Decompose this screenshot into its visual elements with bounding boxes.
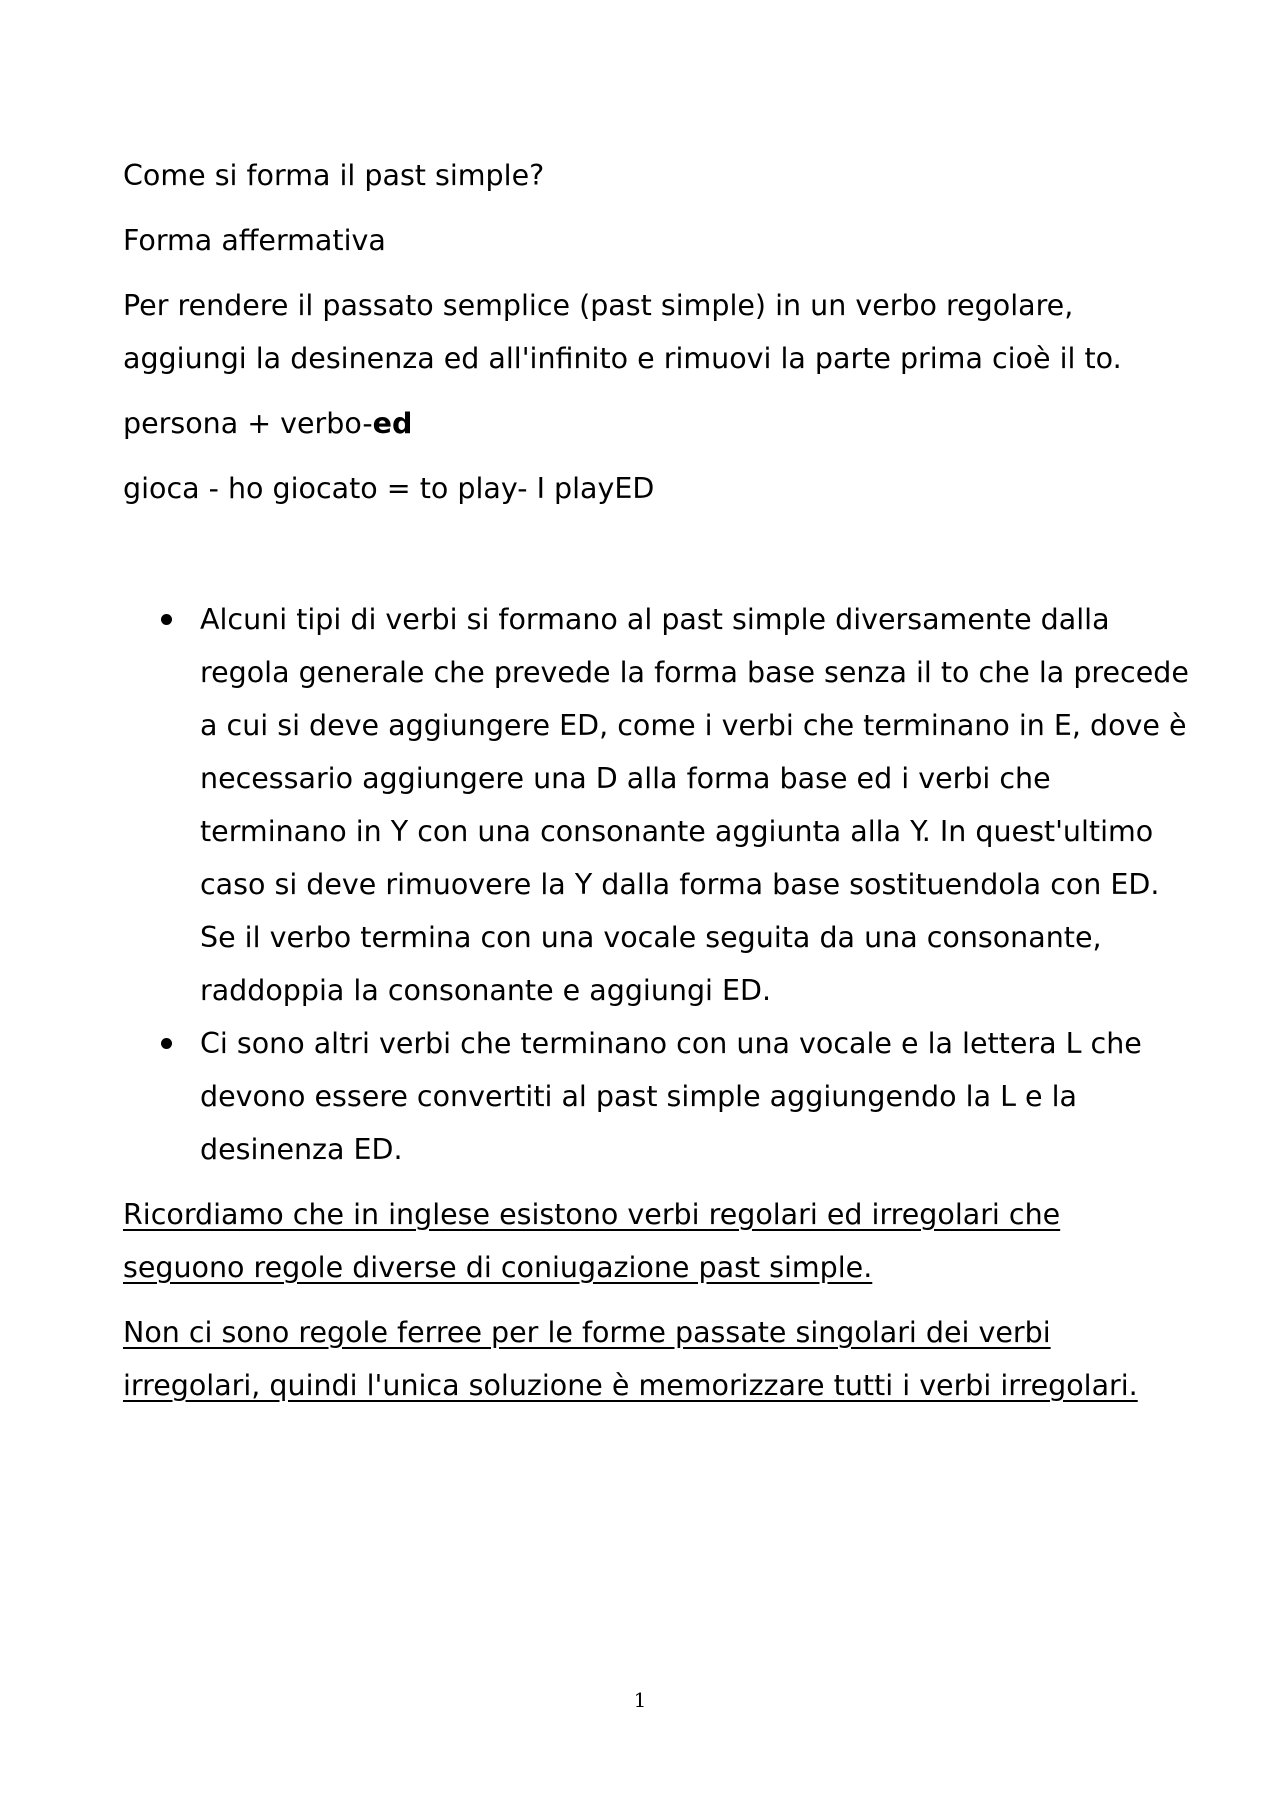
formula — [123, 397, 1173, 450]
note-regular-irregular: Ricordiamo che in inglese esistono verbi regolari ed irregolari che seguono regole diverse di coniugazione past simple. — [123, 1198, 1061, 1284]
bullet-list — [123, 593, 1189, 1176]
formula-suffix: ed — [372, 407, 413, 440]
intro-paragraph: Per rendere il passato semplice (past simple) in un verbo regolare, aggiungi la desinenza ed all'infinito e rimuovi la parte prima cioè il to. — [123, 289, 1122, 375]
spacer — [123, 527, 1173, 593]
example: gioca - ho giocato = to play- I playED — [123, 472, 655, 505]
page-number: 1 — [633, 1688, 647, 1712]
formula-prefix: persona + verbo- — [123, 407, 373, 440]
subheading: Forma affermativa — [123, 224, 386, 257]
bullet-item — [123, 1017, 1200, 1176]
bullet-text: Alcuni tipi di verbi si formano al past simple diversamente dalla regola generale che prevede la forma base senza il to che la precede a cui si deve aggiungere ED, come i verbi che terminano in E, dove è necessario aggiungere una D alla forma base ed i verbi che terminano in Y con una consonante aggiunta alla Y. In quest'ultimo caso si deve rimuovere la Y dalla forma base sostituendola con ED. Se il verbo termina con una vocale seguita da una consonante, raddoppia la consonante e aggiungi ED. — [200, 603, 1189, 1007]
heading: Come si forma il past simple? — [123, 159, 545, 192]
bullet-text: Ci sono altri verbi che terminano con una vocale e la lettera L che devono essere convertiti al past simple aggiungendo la L e la desinenza ED. — [200, 1027, 1142, 1166]
bullet-icon — [161, 1038, 172, 1049]
note-memorize: Non ci sono regole ferree per le forme passate singolari dei verbi irregolari, quindi l'unica soluzione è memorizzare tutti i verbi irregolari. — [123, 1316, 1138, 1402]
bullet-item — [123, 593, 1200, 1017]
document-body — [123, 149, 1189, 1424]
bullet-icon — [161, 614, 172, 625]
